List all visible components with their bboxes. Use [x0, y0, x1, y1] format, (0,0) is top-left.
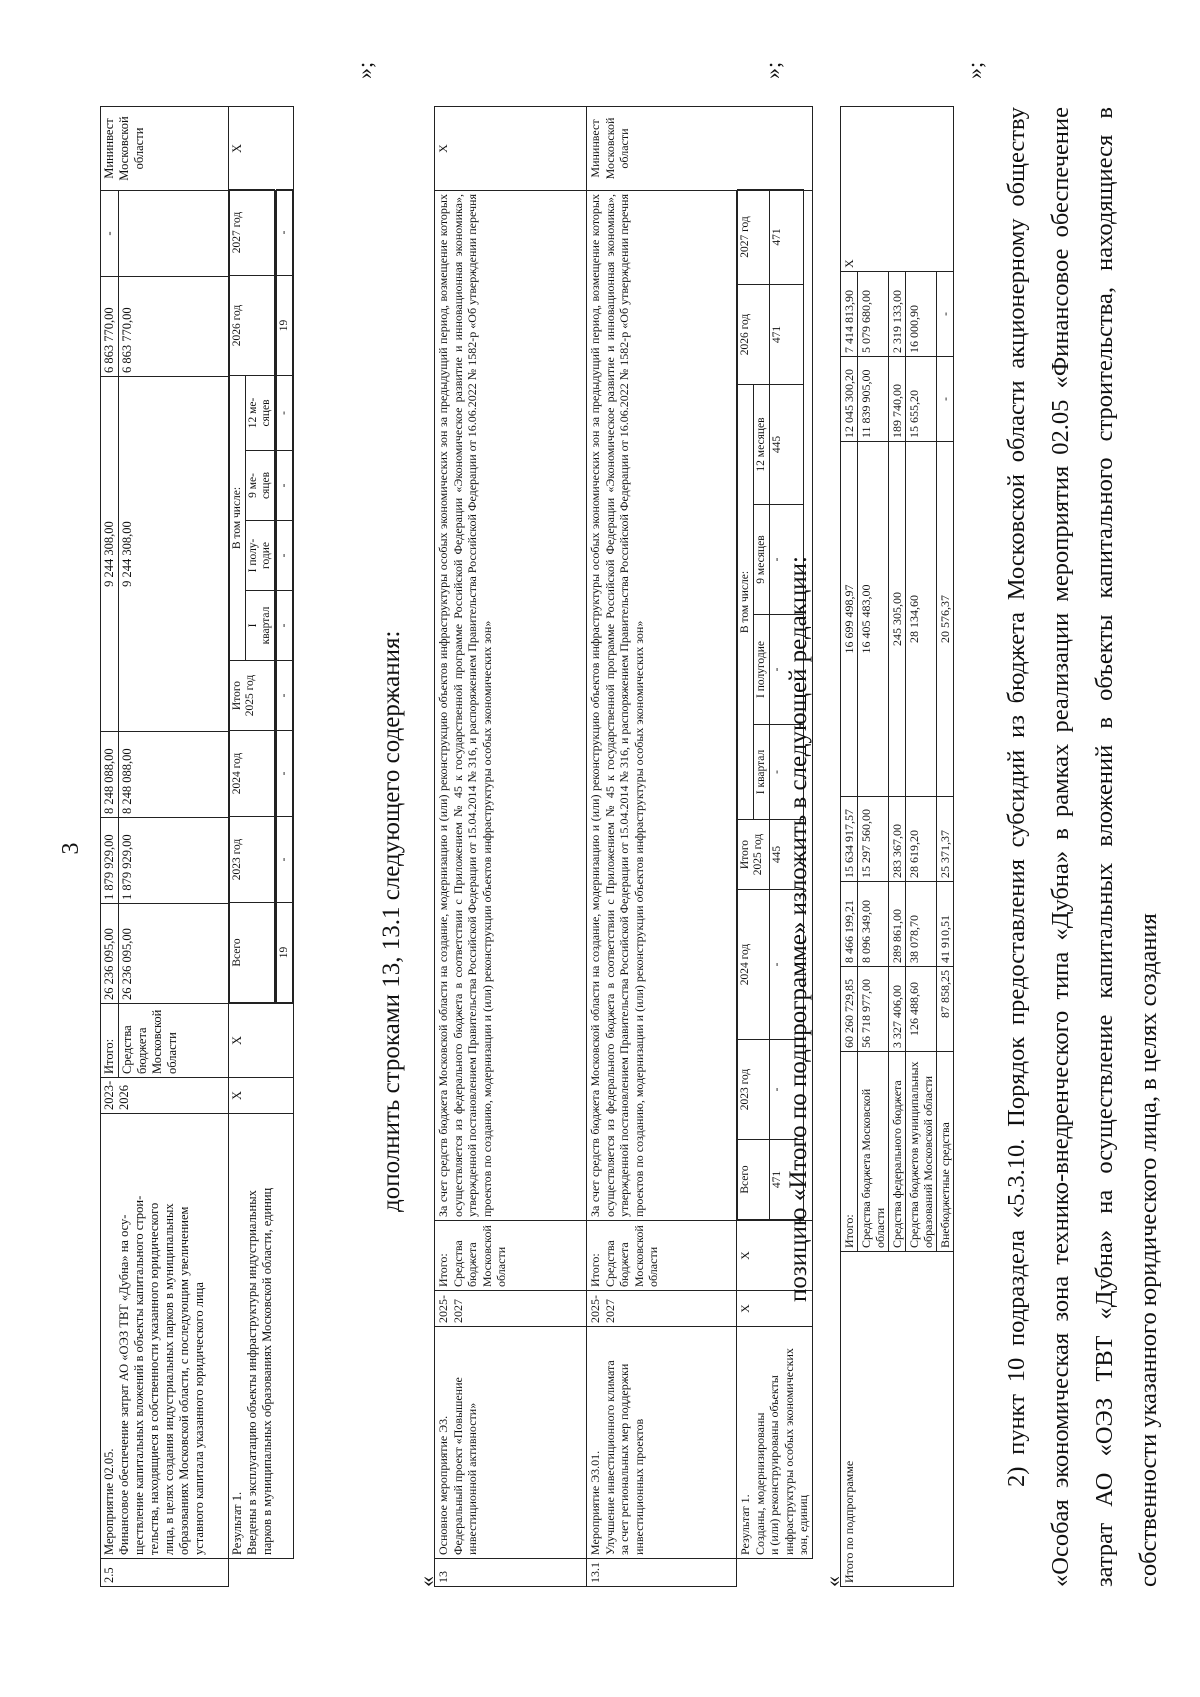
- table-measure-2-5: [100, 106, 294, 1587]
- measure-name-line: образованиях Московской области, с последующим увеличением: [177, 1206, 191, 1555]
- value-2025: 9 244 308,00: [119, 377, 229, 732]
- financing-source: Итого: Средства бюджета Московской области: [435, 1221, 587, 1291]
- header-2024: 2024 год: [230, 731, 275, 817]
- value-2026: 6 863 770,00: [119, 277, 229, 377]
- measure-name: Основное мероприятие Э3. Федеральный проект «Повышение инвестиционной активности»: [435, 1327, 587, 1559]
- value-total: 26 236 095,00: [101, 904, 119, 1004]
- value-2025: 9 244 308,00: [101, 377, 119, 732]
- header-q1: I квартал: [754, 725, 770, 820]
- value: 189 740,00: [889, 357, 906, 442]
- header-12m: 12 ме- сяцев: [246, 376, 275, 451]
- value-2026: 6 863 770,00: [101, 277, 119, 377]
- x-mark: X: [737, 1291, 813, 1327]
- row-number: 2.5: [101, 1559, 229, 1587]
- header-2024: 2024 год: [738, 890, 770, 1040]
- measure-name: Мероприятие Э3.01. Улучшение инвестиционного климата за счет региональных мер поддержки инвестиционных проектов: [587, 1327, 737, 1559]
- value: 3 327 406,00: [889, 967, 906, 1052]
- value-2023: 1 879 929,00: [101, 818, 119, 904]
- header-total: Всего: [738, 1140, 770, 1220]
- source-label: Средства бюджета Московской области: [858, 1052, 889, 1252]
- responsible: X: [435, 107, 587, 191]
- measure-name: [101, 1114, 229, 1559]
- financing-total-label: Итого:: [101, 1004, 119, 1078]
- result-line: парков в муниципальных образованиях Московской области, единиц: [260, 1187, 274, 1555]
- value-2024: 8 248 088,00: [101, 732, 119, 818]
- header-including: В том числе:: [230, 376, 246, 661]
- result-value: 471: [770, 1140, 804, 1220]
- value: 56 718 977,00: [858, 967, 889, 1052]
- value: 16 405 483,00: [858, 442, 889, 797]
- source-label: Внебюджетные средства: [937, 1052, 954, 1252]
- value: 15 634 917,57: [841, 797, 858, 882]
- value-2024: 8 248 088,00: [119, 732, 229, 818]
- value-total: 26 236 095,00: [119, 904, 229, 1004]
- value: 87 858,25: [937, 967, 954, 1052]
- header-including: В том числе:: [738, 385, 754, 820]
- value: 8 466 199,21: [841, 882, 858, 967]
- result-name: Результат 1. Созданы, модернизированы и (или) реконструированы объекты инфраструктуры особых экономических зон, единиц: [737, 1327, 813, 1559]
- result-value: -: [277, 817, 293, 903]
- value: -: [937, 272, 954, 357]
- row-number: 13.1: [587, 1559, 737, 1587]
- result-value: -: [770, 1040, 804, 1140]
- result-value: 471: [770, 285, 804, 385]
- result-value: -: [277, 451, 293, 521]
- value: 38 078,70: [906, 882, 937, 967]
- result-value: -: [277, 521, 293, 591]
- header-h1: I полу- годие: [246, 521, 275, 591]
- x-mark: X: [229, 1004, 294, 1078]
- years: 2025- 2027: [435, 1291, 587, 1327]
- heading-add-rows: дополнить строками 13, 13.1 следующего содержания:: [378, 630, 405, 1212]
- result-name: [229, 1114, 294, 1559]
- value: 2 319 133,00: [889, 272, 906, 357]
- years: 2023- 2026: [101, 1078, 229, 1114]
- x-mark: X: [229, 1078, 294, 1114]
- financing-description: За счет средств бюджета Московской области на создание, модернизацию и (или) реконструкцию объектов инфраструктуры особых экономических зон за предыдущий период, возмещение которых осуществляется из федерального бюджета в соответствии с Приложением № 45 к государственной программе Российской Федерации «Экономическое развитие и инновационная экономика», утвержденной постановлением Правительства Российской Федерации от 15.04.2014 № 316, и распоряжением Правительства Российской Федерации от 16.06.2022 № 1582-р «Об утверждении перечня проектов по созданию, модернизации и (или) реконструкции объектов инфраструктуры особых экономических зон»: [587, 191, 737, 1221]
- closing-quote: »;: [760, 61, 785, 79]
- header-itogo-2025: Итого 2025 год: [230, 661, 275, 731]
- measure-name-line: уставного капитала указанного юридического лица: [192, 1282, 206, 1555]
- closing-quote: »;: [962, 61, 987, 79]
- header-9m: 9 месяцев: [754, 505, 770, 615]
- result-value: -: [277, 661, 293, 731]
- header-9m: 9 ме- сяцев: [246, 451, 275, 521]
- measure-name-line: Мероприятие 02.05.: [102, 1448, 116, 1555]
- result-value: 445: [770, 385, 804, 505]
- result-value: -: [277, 591, 293, 661]
- header-total: Всего: [230, 903, 275, 1003]
- measure-name-line: тельства, находящиеся в собственности указанного юридического: [147, 1202, 161, 1555]
- header-2026: 2026 год: [738, 285, 770, 385]
- header-2027: 2027 год: [738, 190, 770, 285]
- empty-cell: [229, 1559, 294, 1587]
- result-value: -: [277, 190, 293, 276]
- header-q1: I квартал: [246, 591, 275, 661]
- value: 28 134,60: [906, 442, 937, 797]
- header-h1: I полугодие: [754, 615, 770, 725]
- table-rows-13: [434, 106, 813, 1587]
- value: -: [937, 357, 954, 442]
- responsible: Мининвест Московской области: [101, 107, 229, 191]
- result-value: -: [770, 615, 804, 725]
- value: 245 305,00: [889, 442, 906, 797]
- financing-source: Итого: Средства бюджета Московской области: [587, 1221, 737, 1291]
- x-mark: X: [737, 1221, 813, 1291]
- value-2027: [119, 191, 229, 277]
- amendment-paragraph: 2) пункт 10 подраздела «5.3.10. Порядок предоставления субсидий из бюджета Московской области акционерному обществу «Особая экономическая зона технико-внедренческого типа «Дубна» в рамках реализации мероприятия 02.05 «Финансовое обеспечение затрат АО «ОЭЗ ТВТ «Дубна» на осуществление капитальных вложений в объекты капитального строительства, находящиеся в собственности указанного юридического лица, в целях создания: [1003, 107, 1162, 1587]
- empty-cell: [737, 1559, 813, 1587]
- result-value: -: [277, 731, 293, 817]
- value: 16 699 498,97: [841, 442, 858, 797]
- result-value: -: [770, 505, 804, 615]
- result-value: 19: [277, 276, 293, 376]
- result-line: Введены в эксплуатацию объекты инфраструктуры индустриальных: [245, 1190, 259, 1555]
- value: 289 861,00: [889, 882, 906, 967]
- row-number: 13: [435, 1559, 587, 1587]
- opening-quote: «: [820, 1576, 845, 1587]
- x-mark: X: [841, 107, 954, 272]
- result-value: -: [277, 376, 293, 451]
- subprogram-total-name: Итого по подпрограмме: [841, 1252, 954, 1587]
- result-line: Результат 1.: [230, 1491, 244, 1555]
- result-header: [229, 189, 275, 1003]
- value: 12 045 300,20: [841, 357, 858, 442]
- value: 15 297 560,00: [858, 797, 889, 882]
- result-value: 19: [277, 903, 293, 1003]
- measure-name-line: Финансовое обеспечение затрат АО «ОЭЗ ТВТ «Дубна» на осу-: [117, 1214, 131, 1555]
- header-12m: 12 месяцев: [754, 385, 770, 505]
- result-value: 471: [770, 190, 804, 285]
- source-label: Средства федерального бюджета: [889, 1052, 906, 1252]
- result-value: -: [770, 725, 804, 820]
- result-value: -: [770, 890, 804, 1040]
- header-2023: 2023 год: [230, 817, 275, 903]
- header-itogo-2025: Итого 2025 год: [738, 820, 770, 890]
- header-2026: 2026 год: [230, 276, 275, 376]
- heading-total-position: позицию «Итого по подпрограмме» изложить в следующей редакции:: [785, 556, 812, 1302]
- header-2027: 2027 год: [230, 190, 275, 276]
- source-label: Средства бюджетов муниципальных образований Московской области: [906, 1052, 937, 1252]
- closing-quote: »;: [352, 61, 377, 79]
- opening-quote: «: [414, 1576, 439, 1587]
- page-number: 3: [58, 842, 84, 855]
- table-subprogram-total: [840, 106, 954, 1587]
- value: 126 488,60: [906, 967, 937, 1052]
- value-2023: 1 879 929,00: [119, 818, 229, 904]
- value: 5 079 680,00: [858, 272, 889, 357]
- value: 11 839 905,00: [858, 357, 889, 442]
- value: 8 096 349,00: [858, 882, 889, 967]
- value: 28 619,20: [906, 797, 937, 882]
- value: 20 576,37: [937, 442, 954, 797]
- source-label: Итого:: [841, 1052, 858, 1252]
- value: 7 414 813,90: [841, 272, 858, 357]
- header-2023: 2023 год: [738, 1040, 770, 1140]
- value: 60 260 729,85: [841, 967, 858, 1052]
- result-values: [276, 189, 293, 1003]
- years: 2025- 2027: [587, 1291, 737, 1327]
- value: 16 000,90: [906, 272, 937, 357]
- responsible: Мининвест Московской области: [587, 107, 813, 191]
- value: 25 371,37: [937, 797, 954, 882]
- result-value: 445: [770, 820, 804, 890]
- measure-name-line: ществление капитальных вложений в объекты капитального строи-: [132, 1195, 146, 1555]
- value: 15 655,20: [906, 357, 937, 442]
- value: 283 367,00: [889, 797, 906, 882]
- x-mark: X: [229, 107, 294, 191]
- financing-description: За счет средств бюджета Московской области на создание, модернизацию и (или) реконструкцию объектов инфраструктуры особых экономических зон за предыдущий период, возмещение которых осуществляется из федерального бюджета в соответствии с Приложением № 45 к государственной программе Российской Федерации «Экономическое развитие и инновационная экономика», утвержденной постановлением Правительства Российской Федерации от 15.04.2014 № 316, и распоряжением Правительства Российской Федерации от 16.06.2022 № 1582-р «Об утверждении перечня проектов по созданию, модернизации и (или) реконструкции объектов инфраструктуры особых экономических зон»: [435, 191, 587, 1221]
- financing-source: Средства бюджета Московской области: [119, 1004, 229, 1078]
- value: 41 910,51: [937, 882, 954, 967]
- value-2027: -: [101, 191, 119, 277]
- measure-name-line: лица, в целях создания индустриальных парков в муниципальных: [162, 1203, 176, 1555]
